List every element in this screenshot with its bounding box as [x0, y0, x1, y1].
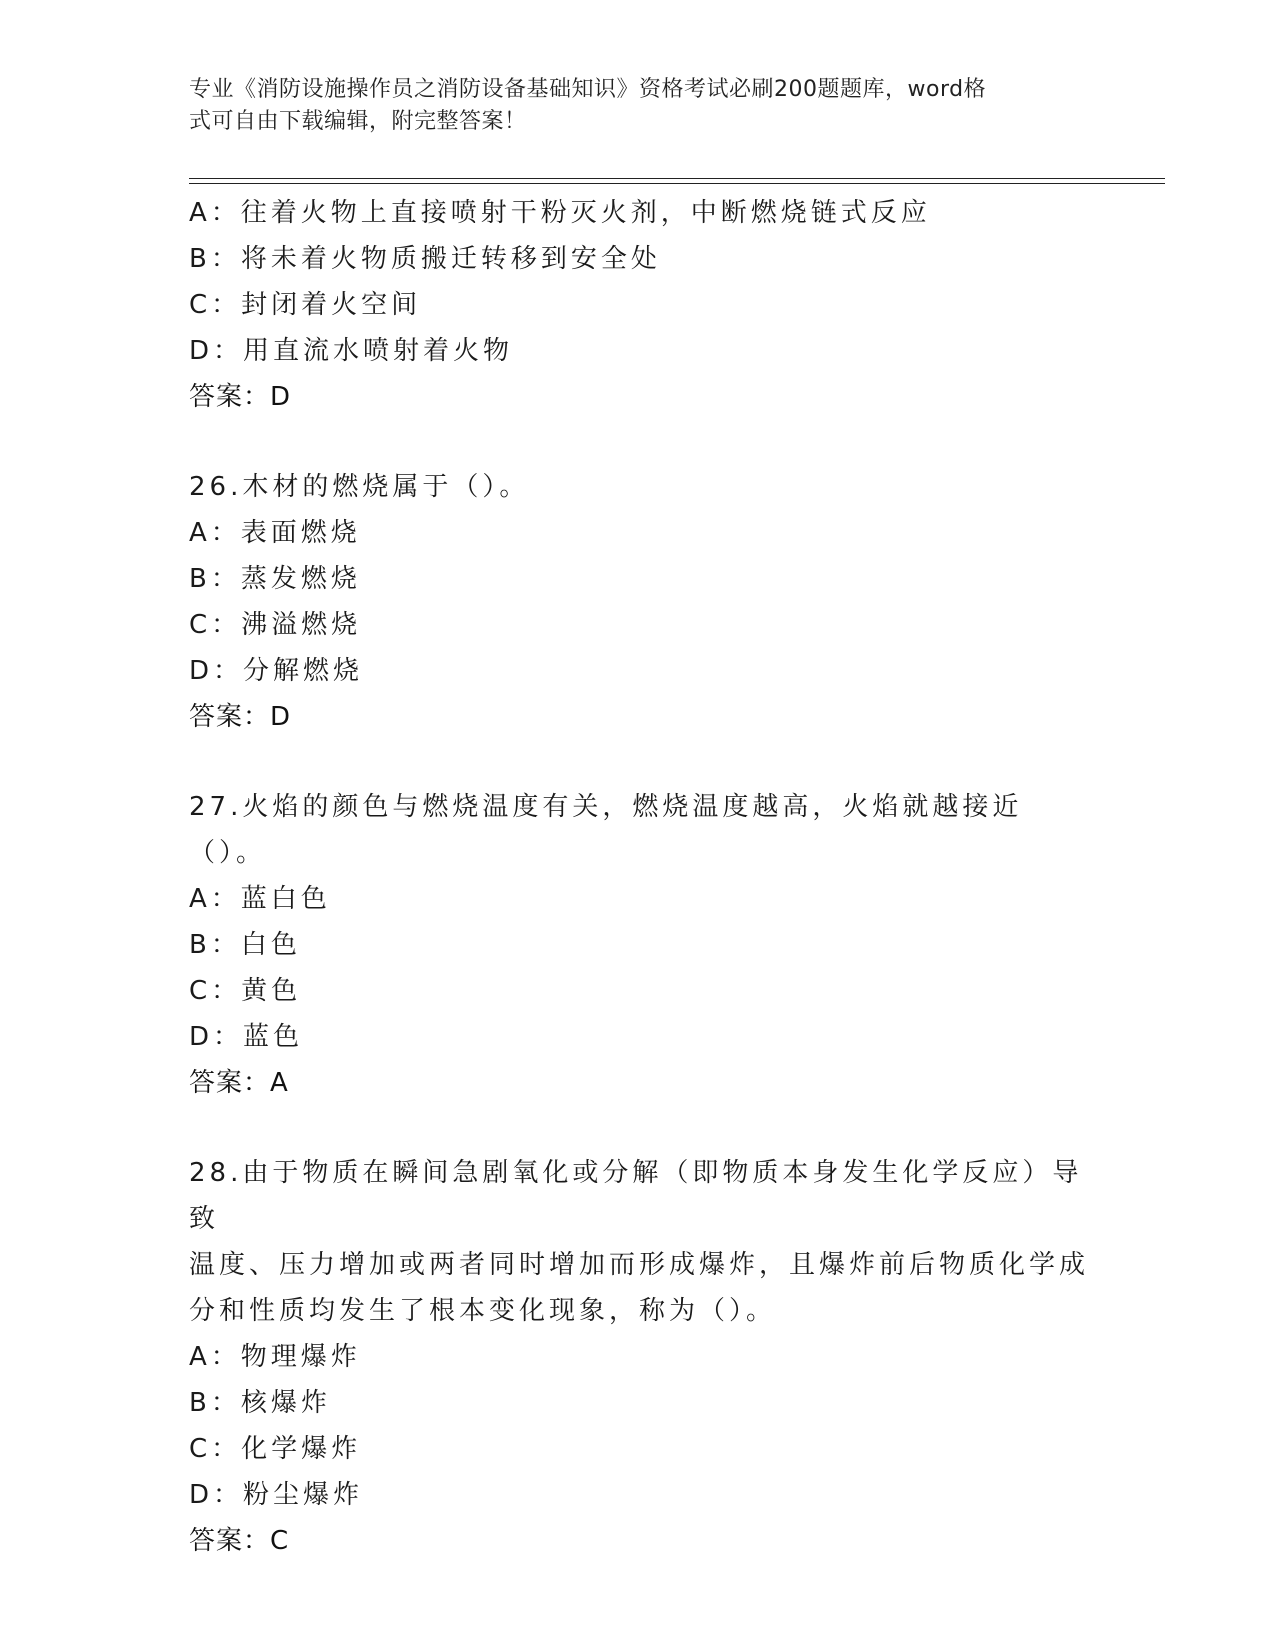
question-stem-line: 28.由于物质在瞬间急剧氧化或分解（即物质本身发生化学反应）导致 — [189, 1158, 1083, 1234]
question-block-27 — [189, 784, 1089, 1106]
spacer — [189, 1106, 1089, 1150]
option-d: D：分解燃烧 — [189, 656, 364, 686]
answer-line: 答案：A — [189, 1068, 289, 1098]
document-header — [189, 74, 1089, 138]
option-d: D：粉尘爆炸 — [189, 1480, 364, 1510]
header-line-1: 专业《消防设施操作员之消防设备基础知识》资格考试必刷200题题库，word格 — [189, 77, 987, 102]
spacer — [189, 420, 1089, 464]
answer-line: 答案：D — [189, 702, 292, 732]
spacer — [189, 740, 1089, 784]
option-b: B：蒸发燃烧 — [189, 564, 361, 594]
answer-line: 答案：C — [189, 1526, 290, 1556]
question-stem: 27.火焰的颜色与燃烧温度有关，燃烧温度越高，火焰就越接近（）。 — [189, 792, 1023, 868]
option-d: D：用直流水喷射着火物 — [189, 336, 514, 366]
question-stem: 26.木材的燃烧属于（）。 — [189, 472, 530, 502]
option-b: B：白色 — [189, 930, 301, 960]
header-line-2: 式可自由下载编辑，附完整答案！ — [189, 109, 527, 134]
answer-line: 答案：D — [189, 382, 292, 412]
question-list — [189, 190, 1089, 1564]
option-a: A：表面燃烧 — [189, 518, 361, 548]
option-a: A：物理爆炸 — [189, 1342, 361, 1372]
option-b: B：核爆炸 — [189, 1388, 331, 1418]
option-c: C：封闭着火空间 — [189, 290, 422, 320]
option-a: A：往着火物上直接喷射干粉灭火剂，中断燃烧链式反应 — [189, 198, 931, 228]
question-block-prev — [189, 190, 1089, 420]
question-stem-line: 温度、压力增加或两者同时增加而形成爆炸，且爆炸前后物质化学成 — [189, 1250, 1090, 1280]
header-double-rule — [189, 178, 1165, 184]
question-block-28 — [189, 1150, 1089, 1564]
option-a: A：蓝白色 — [189, 884, 331, 914]
option-d: D：蓝色 — [189, 1022, 304, 1052]
question-stem-line: 分和性质均发生了根本变化现象，称为（）。 — [189, 1296, 777, 1326]
option-b: B：将未着火物质搬迁转移到安全处 — [189, 244, 661, 274]
option-c: C：沸溢燃烧 — [189, 610, 362, 640]
question-block-26 — [189, 464, 1089, 740]
option-c: C：化学爆炸 — [189, 1434, 362, 1464]
option-c: C：黄色 — [189, 976, 302, 1006]
